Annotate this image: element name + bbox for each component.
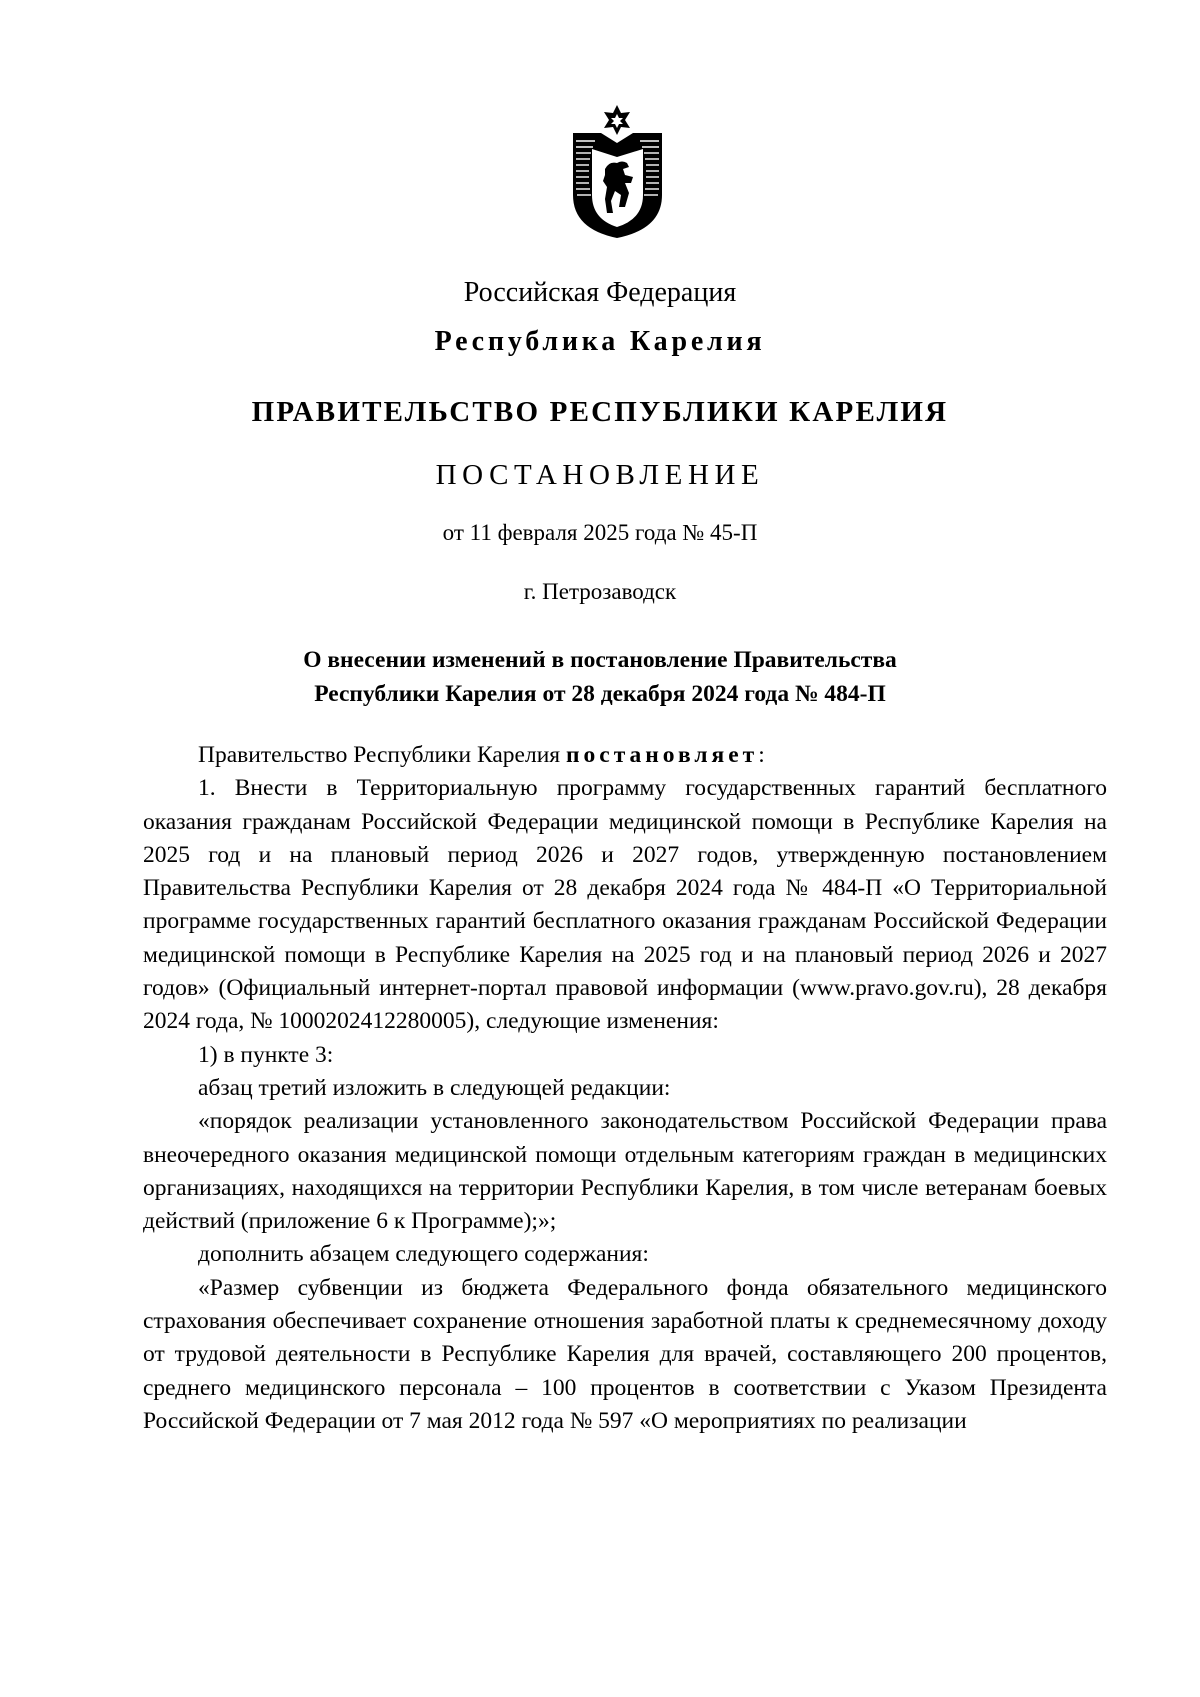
preamble-verb: постановляет bbox=[565, 742, 759, 768]
document-type: ПОСТАНОВЛЕНИЕ bbox=[435, 459, 765, 491]
paragraph-quote-1: «порядок реализации установленного законодательством Российской Федерации права внеочередного оказания медицинской помощи отдельным категориям граждан в медицинских организациях, находящихся на территории Республики Карелия, в том числе ветеранам боевых действий (приложение 6 к Программе);»; bbox=[143, 1108, 1107, 1235]
paragraph-instruction-a: абзац третий изложить в следующей редакции: bbox=[198, 1074, 671, 1101]
subject-line-2: Республики Карелия от 28 декабря 2024 года № 484-П bbox=[314, 681, 886, 707]
republic-name: Республика Карелия bbox=[434, 326, 766, 357]
subject-line-1: О внесении изменений в постановление Правительства bbox=[303, 647, 897, 673]
preamble-lead: Правительство Республики Карелия bbox=[198, 742, 566, 768]
city-name: г. Петрозаводск bbox=[523, 579, 677, 604]
paragraph-quote-2: «Размер субвенции из бюджета Федерального фонда обязательного медицинского страхования обеспечивает сохранение отношения заработной платы к среднемесячному доходу от трудовой деятельности в Республике Карелия для врачей, составляющего 200 процентов, среднего медицинского персонала – 100 процентов в соответствии с Указом Президента Российской Федерации от 7 мая 2012 года № 597 «О мероприятиях по реализации bbox=[143, 1274, 1107, 1434]
date-and-number: от 11 февраля 2025 года № 45-П bbox=[442, 520, 758, 545]
paragraph-instruction-b: дополнить абзацем следующего содержания: bbox=[198, 1241, 649, 1268]
paragraph-item-1: 1. Внести в Территориальную программу государственных гарантий бесплатного оказания гражданам Российской Федерации медицинской помощи в Республике Карелия на 2025 год и на плановый период 2026 и 2027 годов, утвержденную постановлением Правительства Республики Карелия от 28 декабря 2024 года № 484-П «О Территориальной программе государственных гарантий бесплатного оказания гражданам Российской Федерации медицинской помощи в Республике Карелия на 2025 год и на плановый период 2026 и 2027 годов» (Официальный интернет-портал правовой информации (www.pravo.gov.ru), 28 декабря 2024 года, № 1000202412280005), следующие изменения: bbox=[143, 775, 1107, 1035]
karelia-coat-of-arms-icon bbox=[565, 103, 670, 240]
document-subject bbox=[0, 643, 1200, 711]
government-title: ПРАВИТЕЛЬСТВО РЕСПУБЛИКИ КАРЕЛИЯ bbox=[251, 396, 949, 428]
preamble-tail: : bbox=[758, 742, 765, 768]
document-body bbox=[143, 739, 1107, 1438]
country-name: Российская Федерация bbox=[463, 277, 737, 308]
paragraph-sub-1: 1) в пункте 3: bbox=[198, 1041, 334, 1068]
preamble-paragraph bbox=[143, 739, 1107, 772]
